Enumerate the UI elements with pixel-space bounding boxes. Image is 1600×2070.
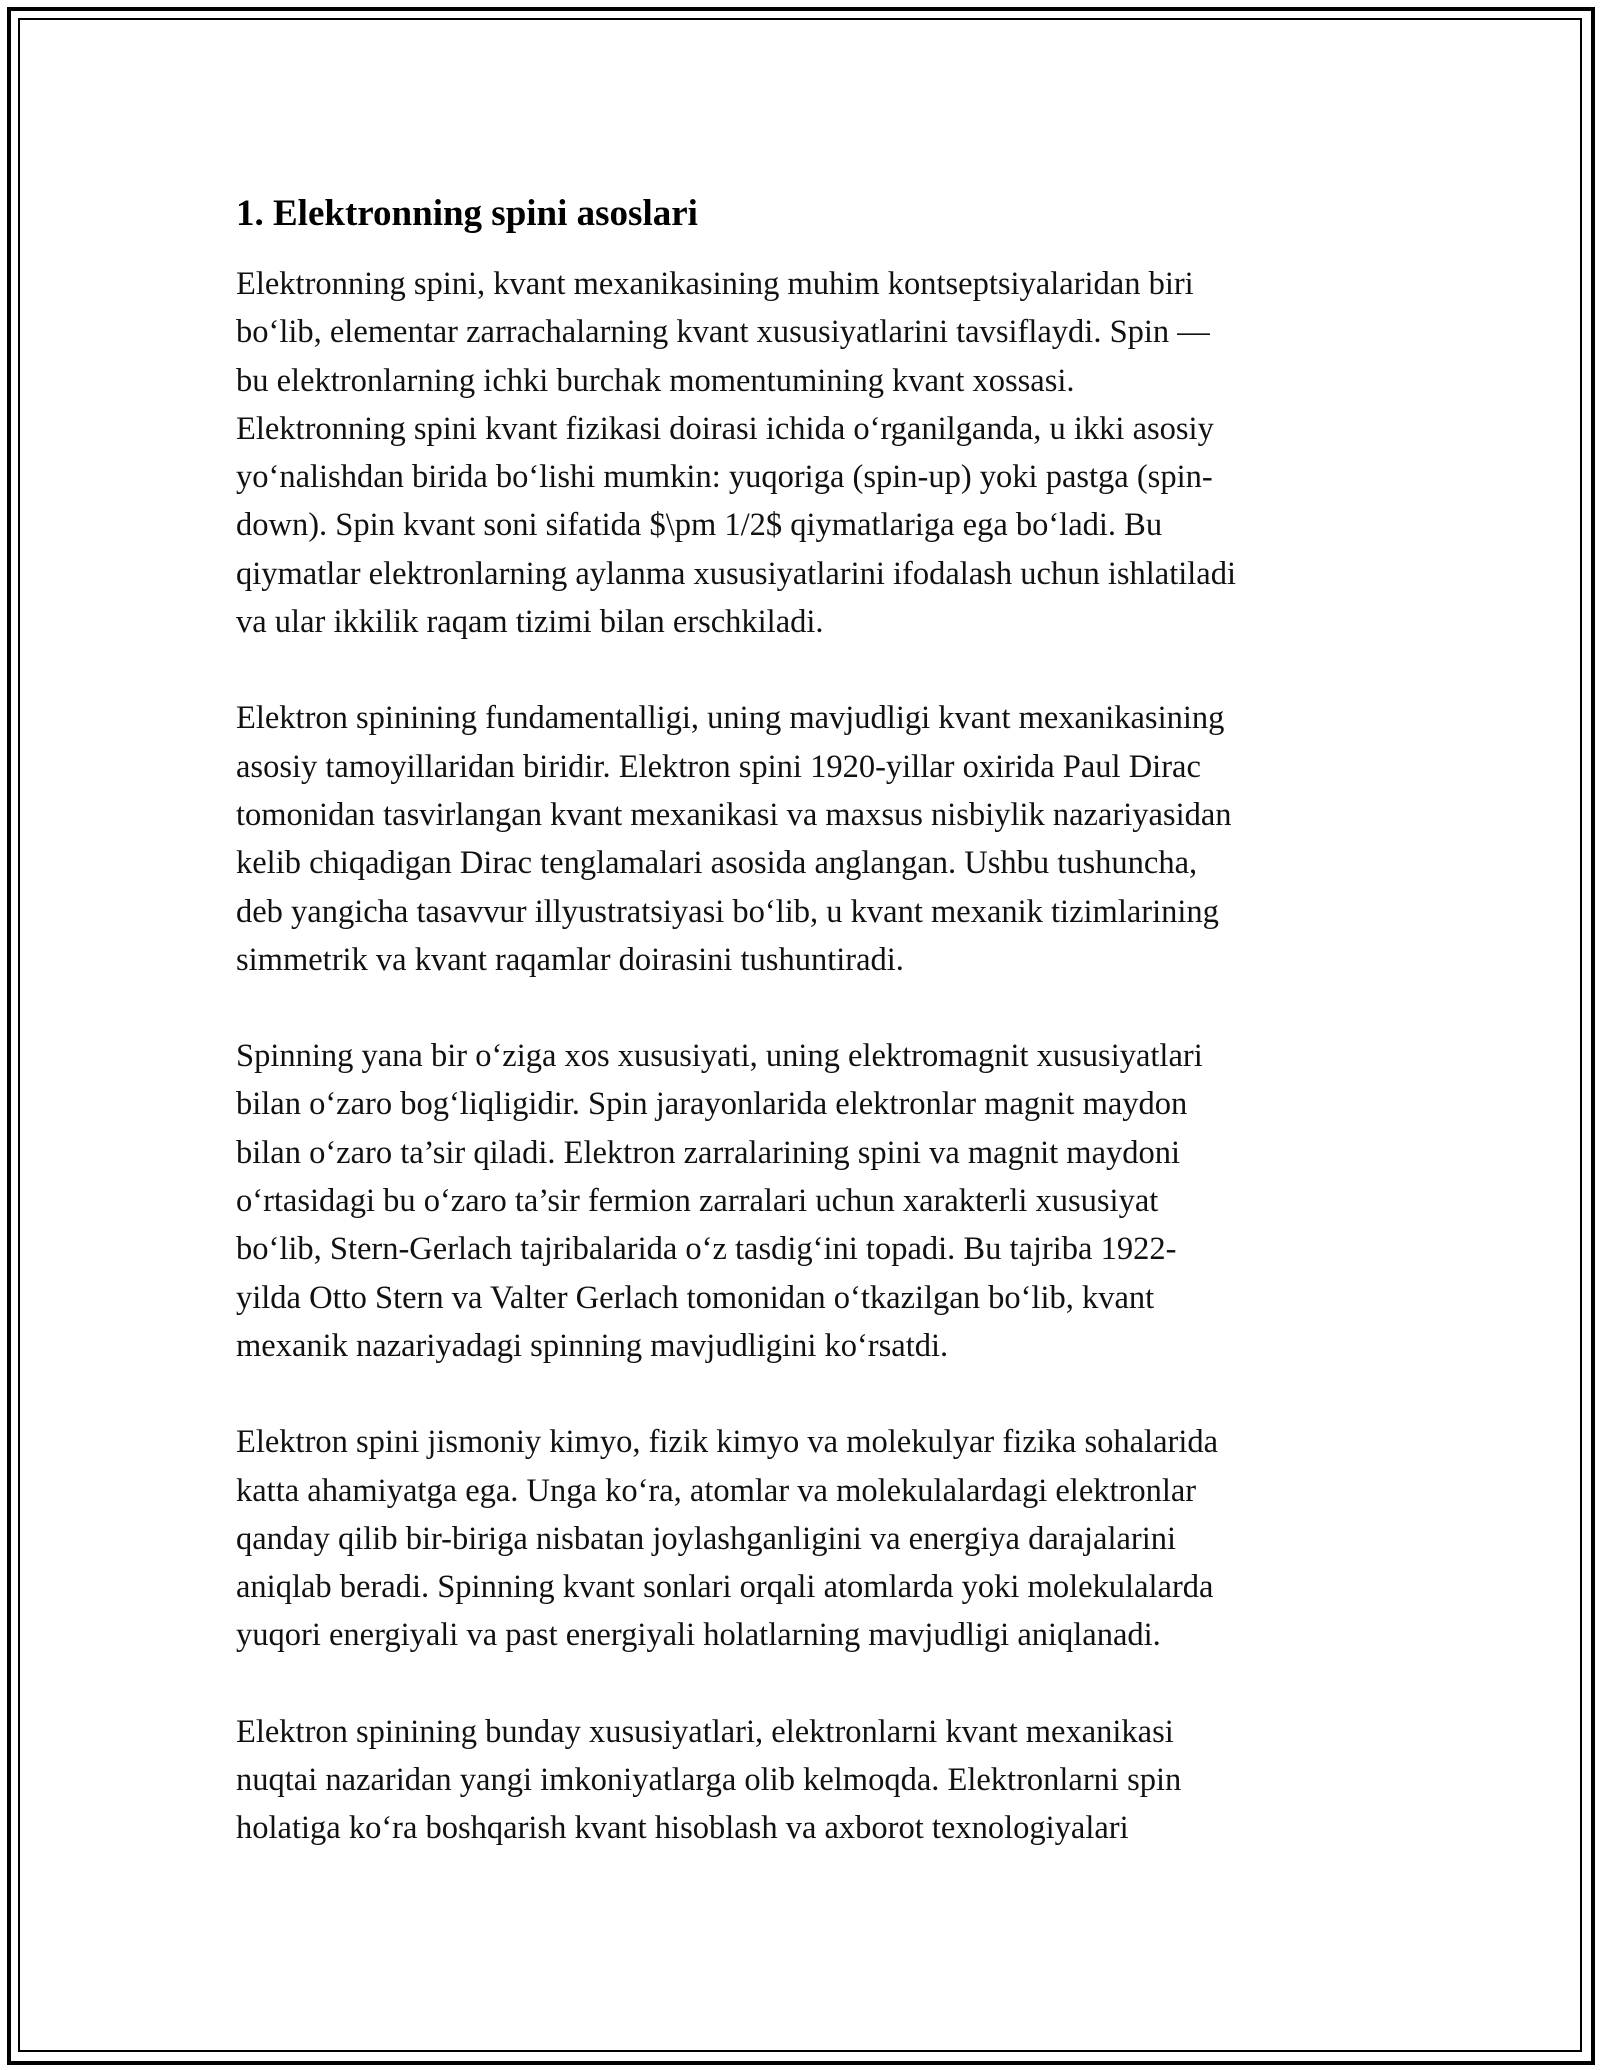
text-line: bo‘lib, elementar zarrachalarning kvant xususiyatlarini tavsiflaydi. Spin —: [236, 314, 1210, 351]
text-line: tomonidan tasvirlangan kvant mexanikasi va maxsus nisbiylik nazariyasidan: [236, 796, 1232, 833]
text-line: mexanik nazariyadagi spinning mavjudligini ko‘rsatdi.: [236, 1327, 949, 1364]
text-line: bu elektronlarning ichki burchak momentumining kvant xossasi.: [236, 362, 1075, 399]
text-line: down). Spin kvant soni sifatida $\pm 1/2$ qiymatlariga ega bo‘ladi. Bu: [236, 507, 1163, 544]
text-line: yilda Otto Stern va Valter Gerlach tomonidan o‘tkazilgan bo‘lib, kvant: [236, 1279, 1155, 1316]
paragraph: [236, 1708, 1366, 1853]
text-line: aniqlab beradi. Spinning kvant sonlari orqali atomlarda yoki molekulalarda: [236, 1569, 1214, 1606]
text-line: o‘rtasidagi bu o‘zaro ta’sir fermion zarralari uchun xarakterli xususiyat: [236, 1183, 1159, 1220]
text-line: Elektronning spini kvant fizikasi doirasi ichida o‘rganilganda, u ikki asosiy: [236, 410, 1214, 447]
text-line: Elektron spini jismoniy kimyo, fizik kimyo va molekulyar fizika sohalarida: [236, 1424, 1219, 1461]
text-line: yuqori energiyali va past energiyali holatlarning mavjudligi aniqlanadi.: [236, 1617, 1161, 1654]
text-line: Spinning yana bir o‘ziga xos xususiyati, uning elektromagnit xususiyatlari: [236, 1038, 1203, 1075]
text-line: bo‘lib, Stern-Gerlach tajribalarida o‘z tasdig‘ini topadi. Bu tajriba 1922-: [236, 1231, 1177, 1268]
text-line: va ular ikkilik raqam tizimi bilan erschkiladi.: [236, 604, 824, 641]
text-line: simmetrik va kvant raqamlar doirasini tushuntiradi.: [236, 941, 904, 978]
text-line: Elektron spinining fundamentalligi, uning mavjudligi kvant mexanikasining: [236, 700, 1225, 737]
text-line: Elektron spinining bunday xususiyatlari, elektronlarni kvant mexanikasi: [236, 1713, 1174, 1750]
section-heading: 1. Elektronning spini asoslari: [236, 193, 698, 234]
paragraph: [236, 1418, 1366, 1659]
text-line: holatiga ko‘ra boshqarish kvant hisoblash va axborot texnologiyalari: [236, 1810, 1129, 1847]
paragraph: [236, 694, 1366, 984]
text-line: qanday qilib bir-biriga nisbatan joylashganligini va energiya darajalarini: [236, 1520, 1177, 1557]
text-line: yo‘nalishdan birida bo‘lishi mumkin: yuqoriga (spin-up) yoki pastga (spin-: [236, 459, 1213, 496]
paragraph: [236, 260, 1366, 646]
text-line: kelib chiqadigan Dirac tenglamalari asosida anglangan. Ushbu tushuncha,: [236, 845, 1198, 882]
text-line: Elektronning spini, kvant mexanikasining muhim kontseptsiyalaridan biri: [236, 266, 1194, 302]
paragraph: [236, 1032, 1366, 1370]
document-body: [236, 188, 1366, 1901]
text-line: nuqtai nazaridan yangi imkoniyatlarga olib kelmoqda. Elektronlarni spin: [236, 1762, 1182, 1799]
text-line: bilan o‘zaro bog‘liqligidir. Spin jarayonlarida elektronlar magnit maydon: [236, 1086, 1188, 1123]
text-line: katta ahamiyatga ega. Unga ko‘ra, atomlar va molekulalardagi elektronlar: [236, 1472, 1197, 1509]
text-line: asosiy tamoyillaridan biridir. Elektron spini 1920-yillar oxirida Paul Dirac: [236, 748, 1201, 785]
text-line: qiymatlar elektronlarning aylanma xususiyatlarini ifodalash uchun ishlatiladi: [236, 555, 1237, 592]
text-line: bilan o‘zaro ta’sir qiladi. Elektron zarralarining spini va magnit maydoni: [236, 1134, 1181, 1171]
text-line: deb yangicha tasavvur illyustratsiyasi bo‘lib, u kvant mexanik tizimlarining: [236, 893, 1219, 930]
